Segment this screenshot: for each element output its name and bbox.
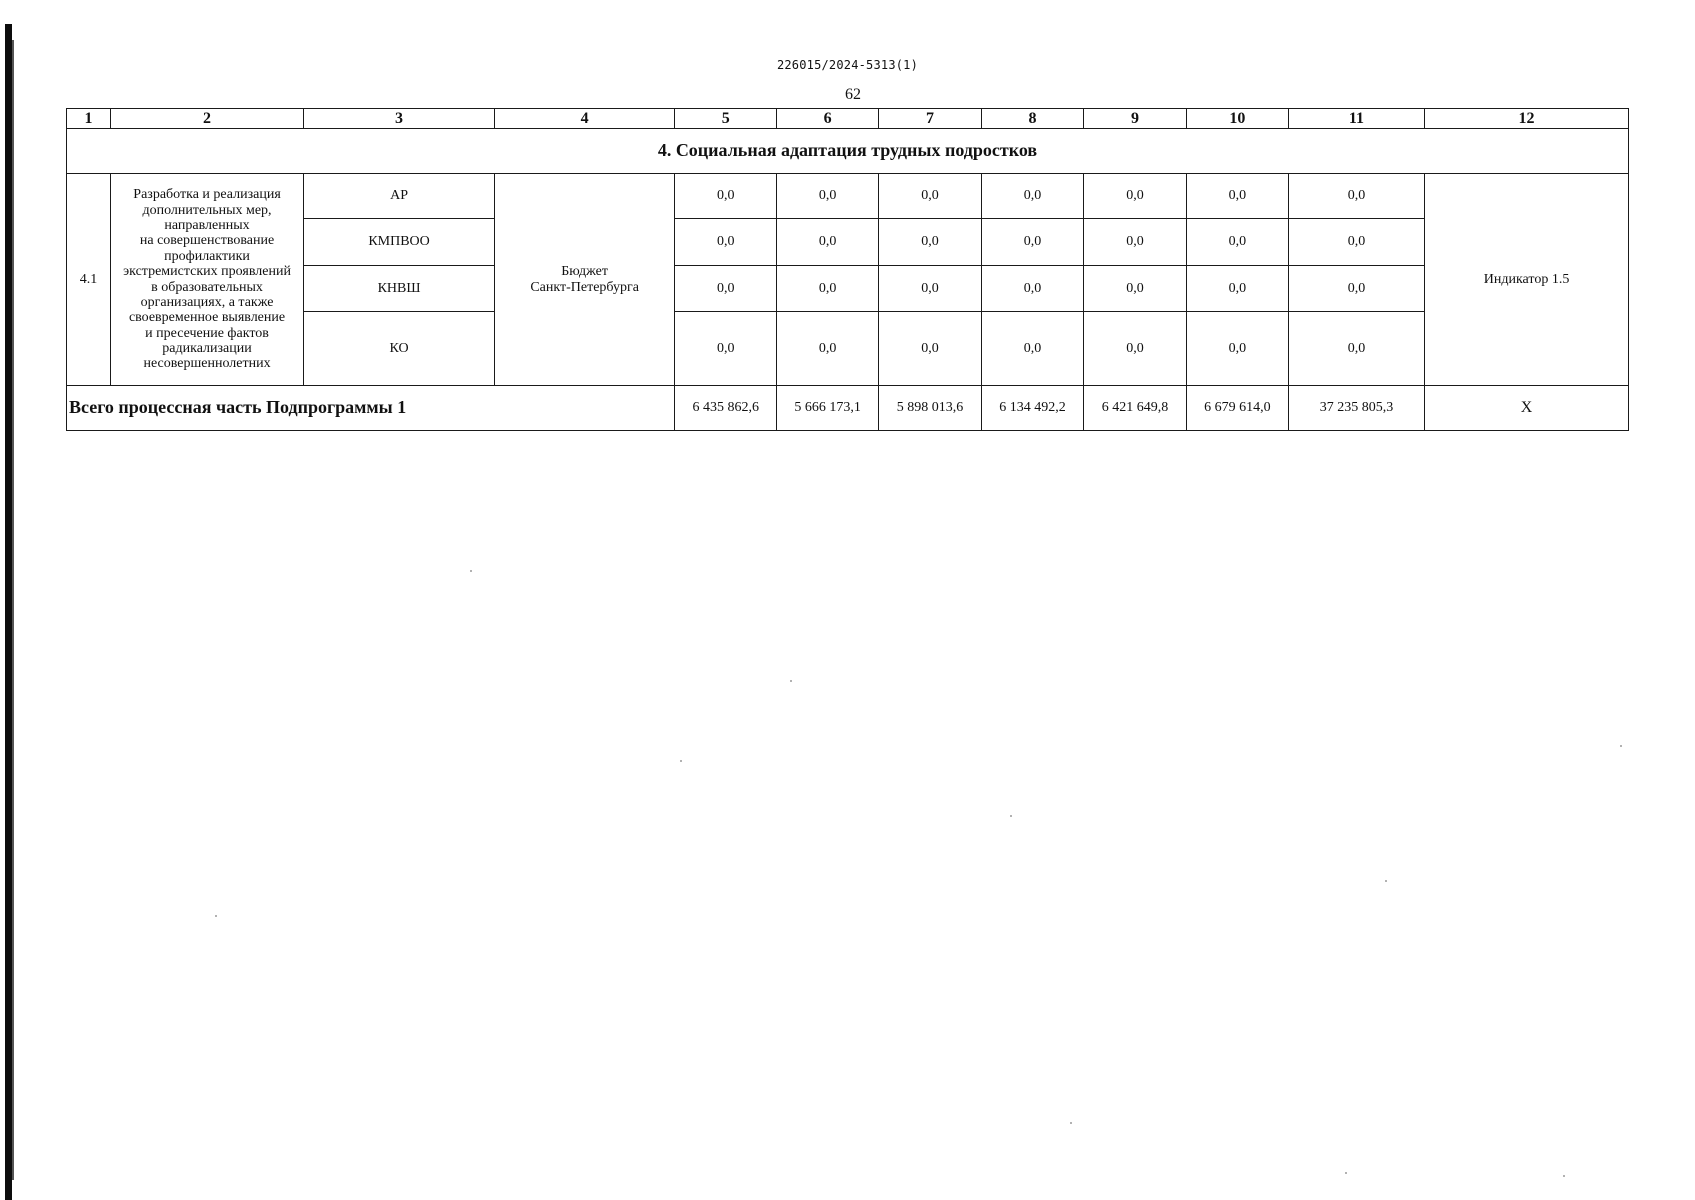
value-cell: 0,0	[777, 312, 879, 386]
value-cell: 0,0	[1083, 219, 1186, 266]
total-value: 6 134 492,2	[982, 386, 1084, 431]
measure-description	[110, 174, 303, 386]
measure-line: на совершенствование	[139, 233, 275, 249]
measure-line: направленных	[164, 217, 250, 233]
column-number-row	[67, 109, 1629, 129]
total-label: Всего процессная часть Подпрограммы 1	[67, 386, 675, 431]
section-title: 4. Социальная адаптация трудных подростков	[67, 129, 1629, 174]
measure-line: экстремистских проявлений	[123, 264, 291, 280]
scan-speck	[680, 760, 682, 762]
total-value: 6 421 649,8	[1083, 386, 1186, 431]
column-number: 4	[495, 109, 675, 129]
column-number: 9	[1083, 109, 1186, 129]
value-cell: 0,0	[1288, 312, 1424, 386]
value-cell: 0,0	[1288, 174, 1424, 219]
value-cell: 0,0	[777, 219, 879, 266]
measure-line: своевременное выявление	[128, 310, 286, 326]
total-mark: X	[1425, 386, 1629, 431]
measure-line: дополнительных мер,	[142, 202, 272, 218]
value-cell: 0,0	[675, 266, 777, 312]
value-cell: 0,0	[879, 266, 982, 312]
scan-speck	[1563, 1175, 1565, 1177]
measure-line: организациях, а также	[140, 294, 274, 310]
indicator-cell: Индикатор 1.5	[1425, 174, 1629, 386]
value-cell: 0,0	[1288, 219, 1424, 266]
column-number: 12	[1425, 109, 1629, 129]
value-cell: 0,0	[879, 174, 982, 219]
total-value: 37 235 805,3	[1288, 386, 1424, 431]
column-number: 11	[1288, 109, 1424, 129]
value-cell: 0,0	[1288, 266, 1424, 312]
scan-speck	[1620, 745, 1622, 747]
value-cell: 0,0	[1083, 266, 1186, 312]
value-cell: 0,0	[777, 266, 879, 312]
column-number: 7	[879, 109, 982, 129]
value-cell: 0,0	[982, 174, 1084, 219]
funding-source	[495, 174, 675, 386]
document-id: 226015/2024-5313(1)	[776, 58, 919, 72]
value-cell: 0,0	[675, 219, 777, 266]
measure-line: в образовательных	[151, 279, 263, 295]
executor-name: АР	[304, 174, 495, 219]
section-row	[67, 129, 1629, 174]
executor-name: КНВШ	[304, 266, 495, 312]
scan-speck	[1385, 880, 1387, 882]
value-cell: 0,0	[982, 219, 1084, 266]
scan-edge-shadow	[12, 40, 14, 1180]
value-cell: 0,0	[1186, 266, 1288, 312]
measure-line: радикализации	[162, 341, 252, 357]
value-cell: 0,0	[675, 312, 777, 386]
executor-name: КМПВОО	[304, 219, 495, 266]
value-cell: 0,0	[879, 219, 982, 266]
column-number: 10	[1186, 109, 1288, 129]
funding-source-line: Санкт-Петербурга	[530, 279, 639, 295]
executor-name: КО	[304, 312, 495, 386]
scan-speck	[470, 570, 472, 572]
column-number: 1	[67, 109, 111, 129]
scan-edge	[5, 24, 12, 1200]
funding-source-line: Бюджет	[561, 264, 608, 280]
scan-speck	[1070, 1122, 1072, 1124]
measure-line: Разработка и реализация	[133, 187, 281, 203]
value-cell: 0,0	[1186, 312, 1288, 386]
value-cell: 0,0	[777, 174, 879, 219]
value-cell: 0,0	[1186, 174, 1288, 219]
column-number: 8	[982, 109, 1084, 129]
total-value: 6 435 862,6	[675, 386, 777, 431]
value-cell: 0,0	[1083, 312, 1186, 386]
row-number: 4.1	[67, 174, 111, 386]
column-number: 5	[675, 109, 777, 129]
value-cell: 0,0	[1186, 219, 1288, 266]
column-number: 6	[777, 109, 879, 129]
value-cell: 0,0	[982, 312, 1084, 386]
value-cell: 0,0	[1083, 174, 1186, 219]
scan-speck	[1345, 1172, 1347, 1174]
total-value: 5 666 173,1	[777, 386, 879, 431]
measure-line: и пресечение фактов	[145, 325, 269, 341]
measure-line: несовершеннолетних	[143, 356, 271, 372]
scan-speck	[215, 915, 217, 917]
value-cell: 0,0	[879, 312, 982, 386]
total-value: 5 898 013,6	[879, 386, 982, 431]
total-value: 6 679 614,0	[1186, 386, 1288, 431]
value-cell: 0,0	[675, 174, 777, 219]
measure-line: профилактики	[164, 248, 250, 264]
column-number: 2	[110, 109, 303, 129]
table-row	[67, 174, 1629, 219]
total-row	[67, 386, 1629, 431]
program-table	[66, 108, 1629, 431]
scan-speck	[790, 680, 792, 682]
value-cell: 0,0	[982, 266, 1084, 312]
page-number: 62	[845, 86, 861, 103]
scan-speck	[1010, 815, 1012, 817]
column-number: 3	[304, 109, 495, 129]
